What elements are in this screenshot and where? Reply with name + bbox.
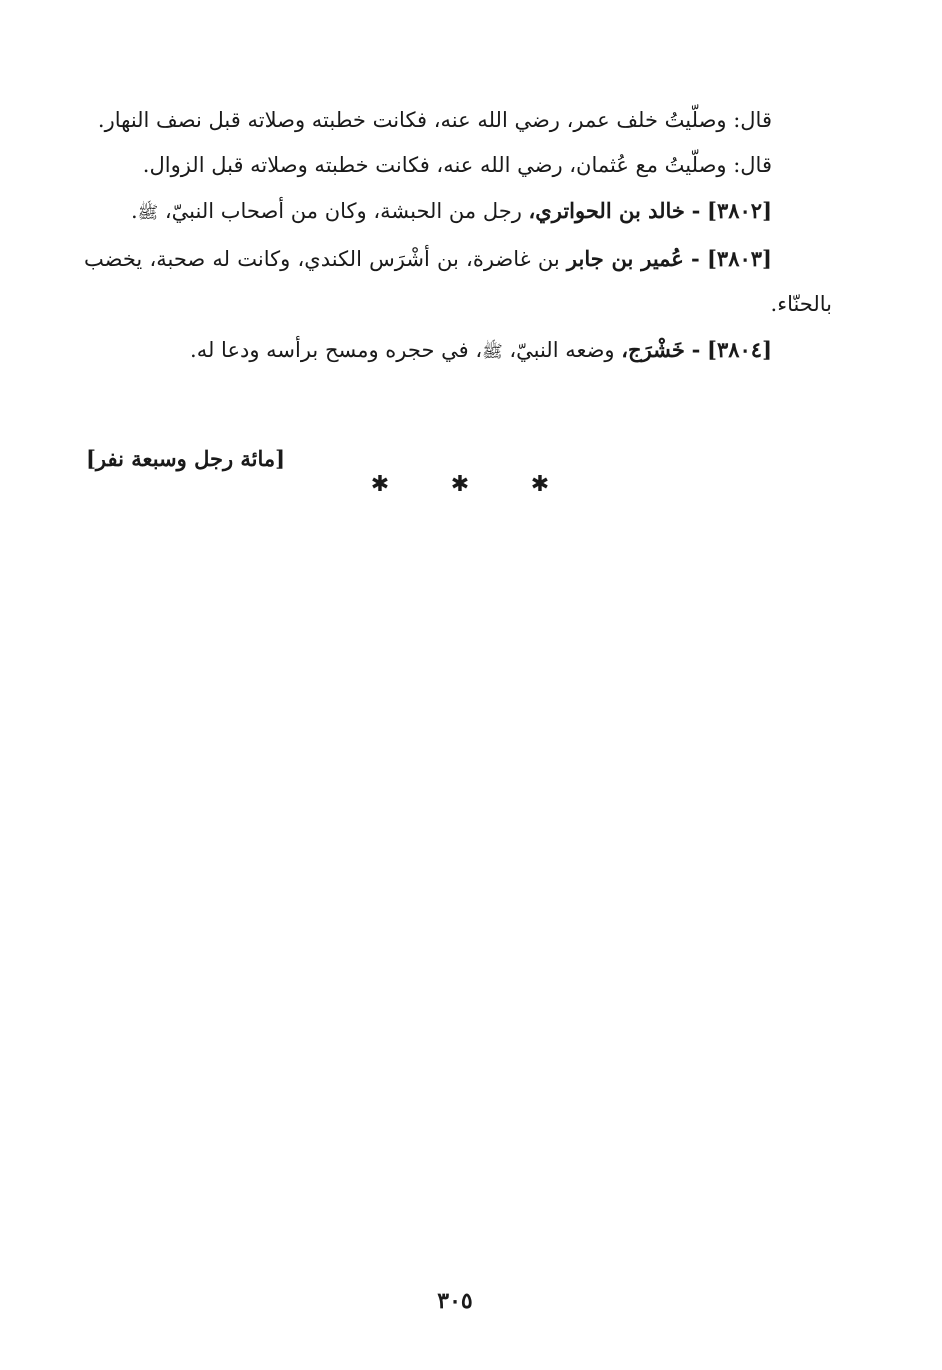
entry-number: [٣٨٠٢] [707,198,772,223]
entry-dash: - [691,337,701,362]
narration-text-2: قال: وصلّيتُ مع عُثمان، رضي الله عنه، فكانت خطبته وصلاته قبل الزوال. [142,153,772,177]
entry-3803 [84,236,832,327]
narration-text-1: قال: وصلّيتُ خلف عمر، رضي الله عنه، فكانت خطبته وصلاته قبل نصف النهار. [97,108,772,132]
entry-number: [٣٨٠٤] [707,337,772,362]
honorific-symbol: ﷺ [482,342,503,362]
section-tally: [مائة رجل وسبعة نفر] [86,446,286,471]
entry-text: بن غاضرة، بن أشْرَس الكندي، وكانت له صحبة، يخضب بالحنّاء. [84,247,832,316]
entry-end: ، في حجره ومسح برأسه ودعا له. [190,338,483,362]
page-number: ٣٠٥ [437,1288,473,1314]
entry-number: [٣٨٠٣] [706,246,772,271]
asterisk-ornament: ✱ [530,472,550,497]
entry-3802 [84,188,832,236]
entry-text: وضعه النبيّ، [509,338,615,362]
entry-end: . [130,199,138,223]
page-body [84,98,832,375]
entry-dash: - [691,246,700,271]
entry-3804 [84,327,832,375]
entry-name: خالد بن الحواتري، [528,198,685,223]
entry-name: عُمير بن جابر [566,246,684,271]
narration-paragraph-2 [84,143,832,188]
asterisk-ornament: ✱ [370,472,390,497]
entry-text: رجل من الحبشة، وكان من أصحاب النبيّ، [164,199,522,223]
asterisk-ornament: ✱ [450,472,470,497]
entry-dash: - [691,198,701,223]
entry-name: خَشْرَج، [621,337,685,362]
section-separator [360,472,560,497]
narration-paragraph-1 [84,98,832,143]
honorific-symbol: ﷺ [137,203,159,223]
